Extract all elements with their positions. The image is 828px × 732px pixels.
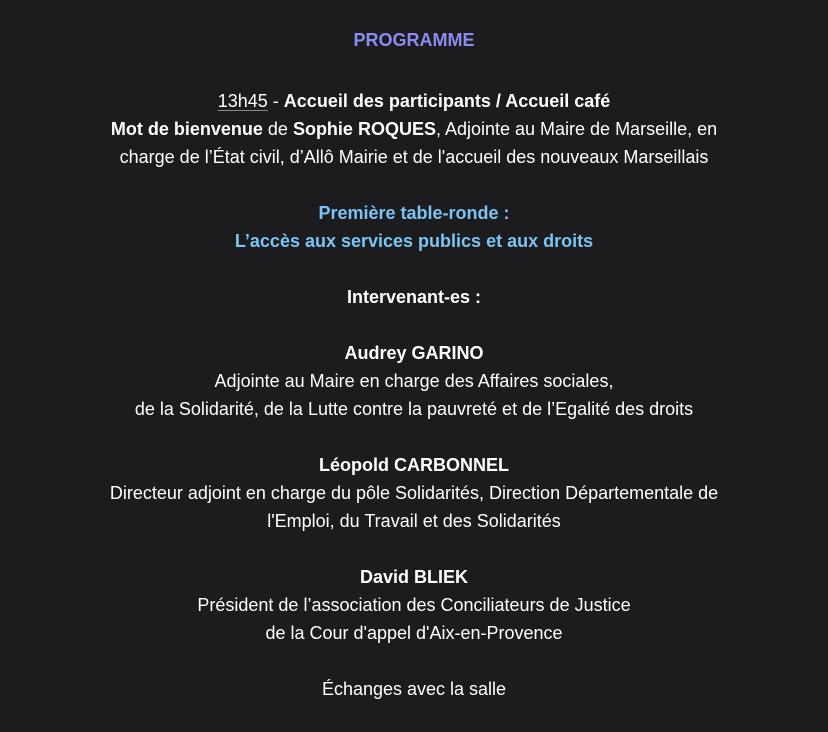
welcome-speaker-name: Sophie ROQUES <box>292 119 436 139</box>
closing-text: Échanges avec la salle <box>321 679 507 699</box>
speaker-name <box>0 451 828 479</box>
welcome-time: 13h45 <box>217 91 268 111</box>
welcome-headline: Accueil des participants / Accueil café <box>283 91 611 111</box>
program-title: PROGRAMME <box>353 30 475 50</box>
welcome-separator: - <box>267 91 284 111</box>
speaker-3-role-2: de la Cour d'appel d'Aix-en-Provence <box>265 623 563 643</box>
speaker-3-role-1: Président de l’association des Conciliateurs de Justice <box>197 595 631 615</box>
speaker-1-role-2: de la Solidarité, de la Lutte contre la pauvreté et de l’Egalité des droits <box>134 399 694 419</box>
speakers-heading-text: Intervenant-es : <box>346 287 482 307</box>
speakers-heading <box>0 283 828 311</box>
welcome-speech-label: Mot de bienvenue <box>110 119 263 139</box>
welcome-headline-line <box>0 87 828 115</box>
round-table-title-1: Première table-ronde : <box>318 203 510 223</box>
welcome-speaker-role-1: , Adjointe au Maire de Marseille, en <box>435 119 718 139</box>
speaker-name <box>0 339 828 367</box>
speaker-2-role-1: Directeur adjoint en charge du pôle Solidarités, Direction Départementale de <box>109 483 719 503</box>
speaker-2-role-2: l'Emploi, du Travail et des Solidarités <box>267 511 561 531</box>
speaker-name <box>0 563 828 591</box>
welcome-speech-connector: de <box>262 119 293 139</box>
welcome-speech-line <box>0 115 828 143</box>
speaker-1-name: Audrey GARINO <box>344 343 484 363</box>
speaker-3-name: David BLIEK <box>359 567 469 587</box>
round-table-title-2: L’accès aux services publics et aux droits <box>234 231 594 251</box>
speaker-1-role-1: Adjointe au Maire en charge des Affaires sociales, <box>214 371 614 391</box>
speaker-2-name: Léopold CARBONNEL <box>319 455 509 475</box>
welcome-speaker-role-2: charge de l’État civil, d’Allô Mairie et de l'accueil des nouveaux Marseillais <box>119 147 709 167</box>
